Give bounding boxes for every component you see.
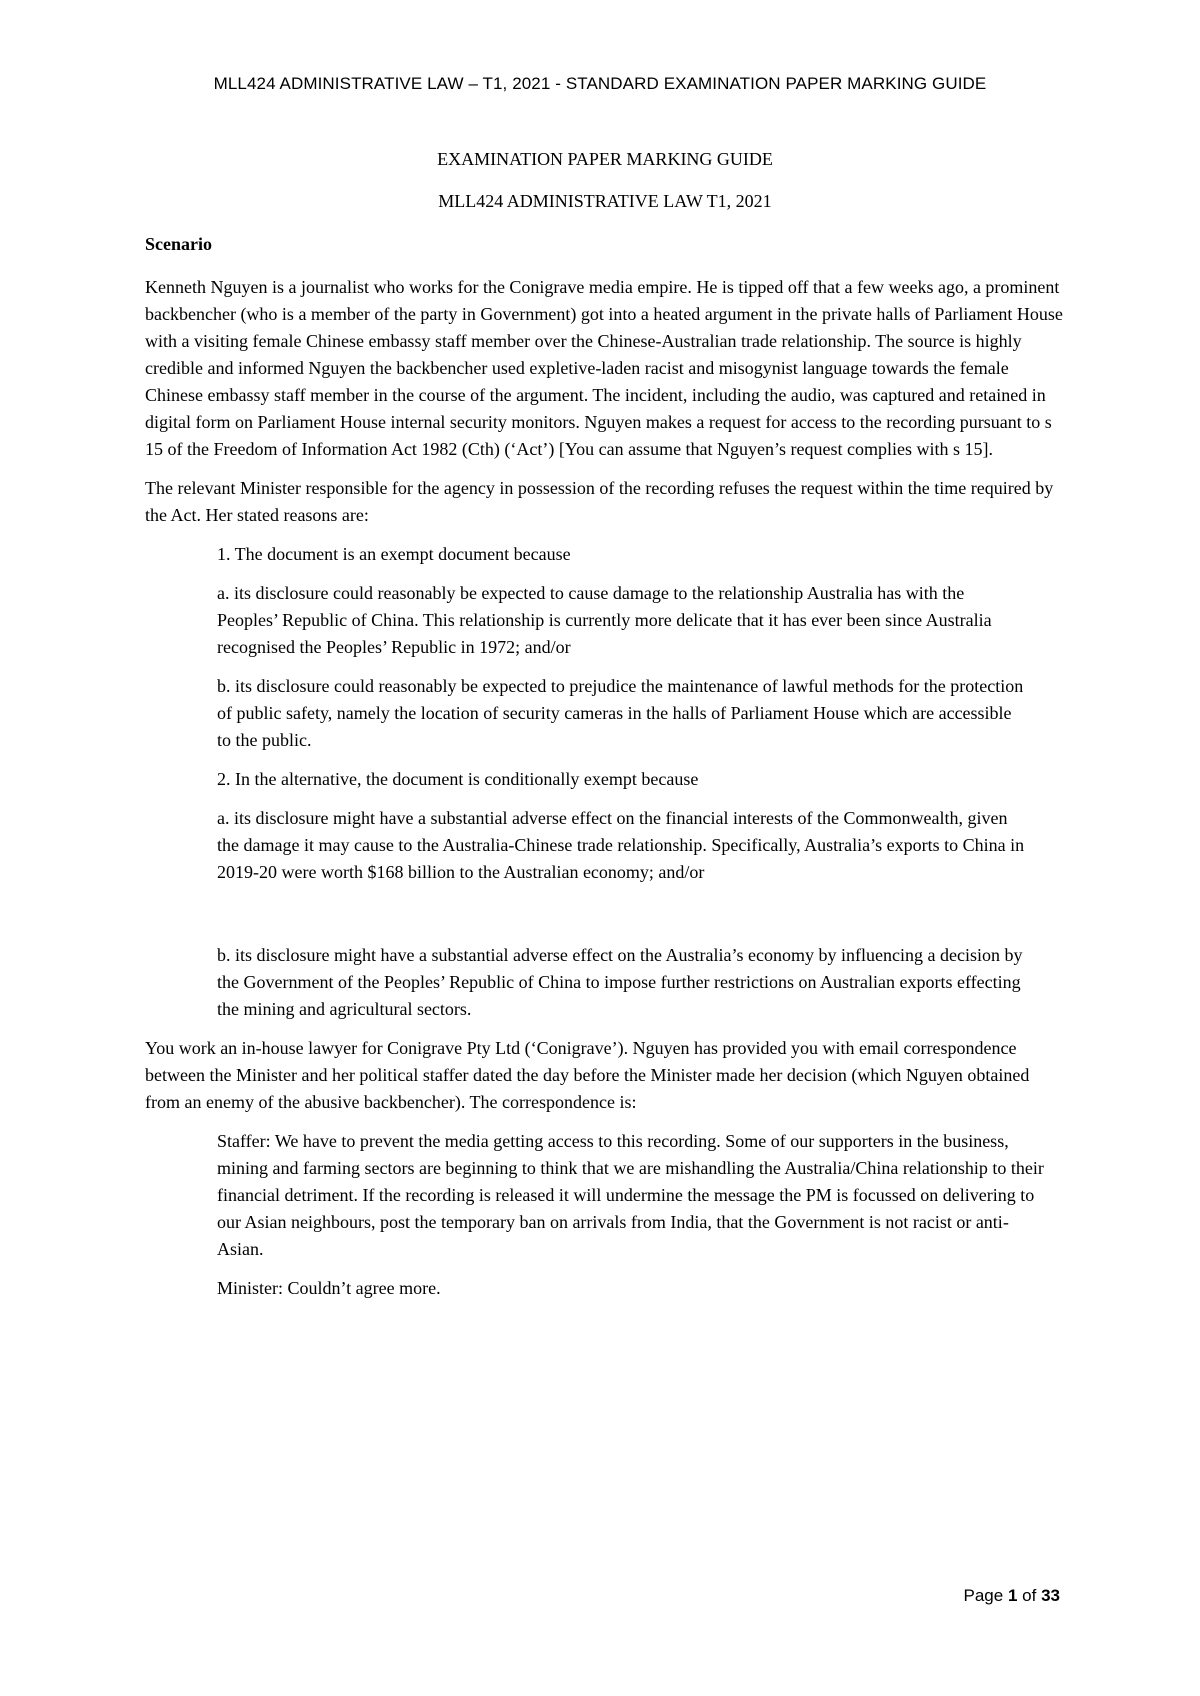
- list-item: a. its disclosure could reasonably be expected to cause damage to the relationship Australia has with the Peoples’ Republic of China. This relationship is currently more delicate that it has ever been since Australia recognised the Peoples’ Republic in 1972; and/or: [217, 583, 992, 657]
- page-current: 1: [1007, 1586, 1018, 1605]
- paragraph: The relevant Minister responsible for the agency in possession of the recording refuses the request within the time required by the Act. Her stated reasons are:: [145, 478, 1054, 525]
- document-title: EXAMINATION PAPER MARKING GUIDE: [437, 149, 773, 169]
- page-number: [964, 1586, 1060, 1606]
- paragraph: You work an in-house lawyer for Conigrave Pty Ltd (‘Conigrave’). Nguyen has provided you with email correspondence between the Minister and her political staffer dated the day before the Minister made her decision (which Nguyen obtained from an enemy of the abusive backbencher). The correspondence is:: [145, 1038, 1030, 1112]
- list-item: 1. The document is an exempt document because: [217, 544, 571, 564]
- list-item: 2. In the alternative, the document is conditionally exempt because: [217, 769, 699, 789]
- paragraph: Kenneth Nguyen is a journalist who works for the Conigrave media empire. He is tipped off that a few weeks ago, a prominent backbencher (who is a member of the party in Government) got into a heated argument in the private halls of Parliament House with a visiting female Chinese embassy staff member over the Chinese-Australian trade relationship. The source is highly credible and informed Nguyen the backbencher used expletive-laden racist and misogynist language towards the female Chinese embassy staff member in the course of the argument. The incident, including the audio, was captured and retained in digital form on Parliament House internal security monitors. Nguyen makes a request for access to the recording pursuant to s 15 of the Freedom of Information Act 1982 (Cth) (‘Act’) [You can assume that Nguyen’s request complies with s 15].: [145, 277, 1063, 459]
- running-header: MLL424 ADMINISTRATIVE LAW – T1, 2021 - STANDARD EXAMINATION PAPER MARKING GUIDE: [213, 74, 987, 93]
- of-word: of: [1022, 1586, 1037, 1605]
- section-heading: Scenario: [145, 234, 212, 254]
- block-quote: Minister: Couldn’t agree more.: [217, 1278, 441, 1298]
- page-body: [145, 146, 1065, 1314]
- page-word: Page: [963, 1586, 1004, 1605]
- block-quote: Staffer: We have to prevent the media getting access to this recording. Some of our supporters in the business, mining and farming sectors are beginning to think that we are mishandling the Australia/China relationship to their financial detriment. If the recording is released it will undermine the message the PM is focussed on delivering to our Asian neighbours, post the temporary ban on arrivals from India, that the Government is not racist or anti-Asian.: [217, 1131, 1044, 1259]
- list-item: a. its disclosure might have a substantial adverse effect on the financial interests of the Commonwealth, given the damage it may cause to the Australia-Chinese trade relationship. Specifically, Australia’s exports to China in 2019-20 were worth $168 billion to the Australian economy; and/or: [217, 808, 1025, 882]
- document-subtitle: MLL424 ADMINISTRATIVE LAW T1, 2021: [438, 191, 772, 211]
- page-total: 33: [1041, 1586, 1060, 1605]
- list-item: b. its disclosure might have a substantial adverse effect on the Australia’s economy by influencing a decision by the Government of the Peoples’ Republic of China to impose further restrictions on Australian exports effecting the mining and agricultural sectors.: [217, 945, 1023, 1019]
- list-item: b. its disclosure could reasonably be expected to prejudice the maintenance of lawful methods for the protection of public safety, namely the location of security cameras in the halls of Parliament House which are accessible to the public.: [217, 676, 1024, 750]
